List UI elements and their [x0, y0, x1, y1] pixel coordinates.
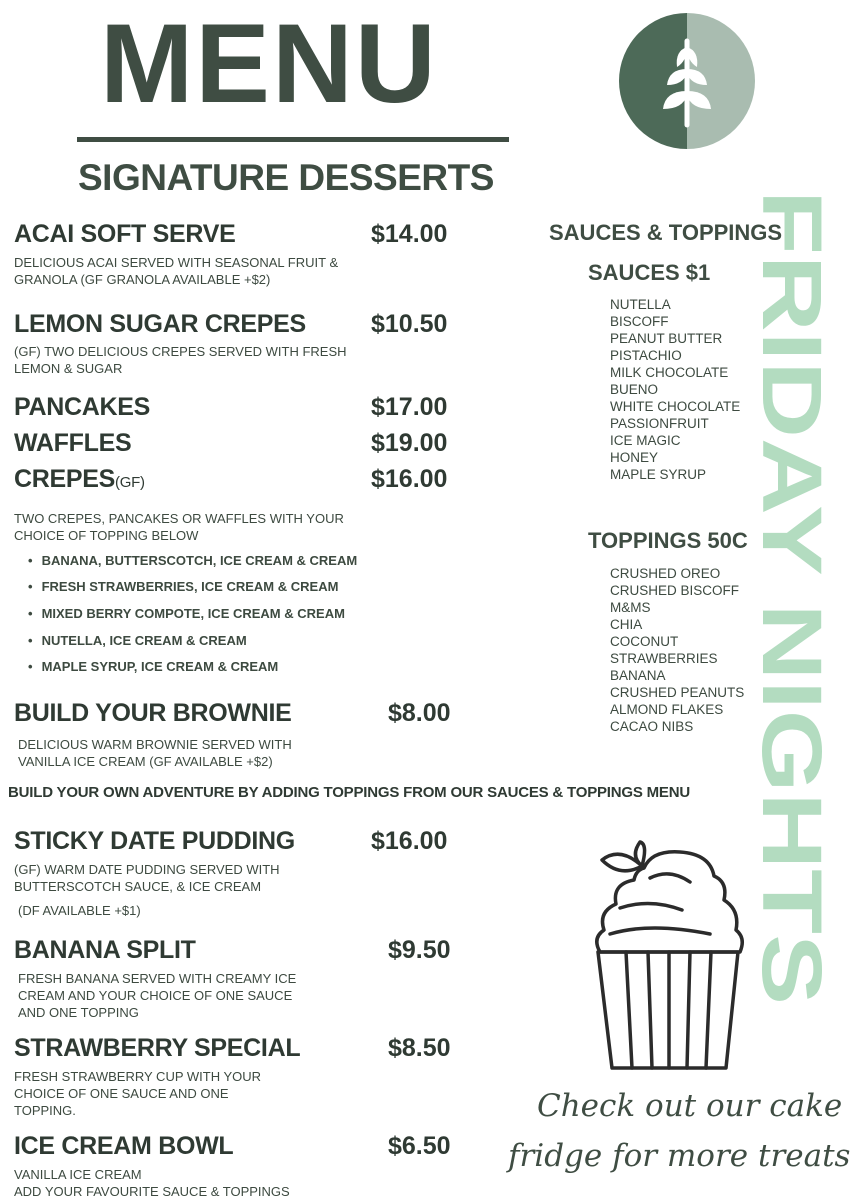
item-description: VANILLA ICE CREAM (GF AVAILABLE +$2): [18, 754, 273, 769]
item-description: (GF) WARM DATE PUDDING SERVED WITH: [14, 862, 280, 877]
topping-option: • BANANA, BUTTERSCOTCH, ICE CREAM & CREAM: [28, 553, 357, 568]
item-name: PANCAKES: [14, 393, 151, 421]
item-price: $17.00: [371, 393, 448, 421]
topping-option: • MIXED BERRY COMPOTE, ICE CREAM & CREAM: [28, 606, 345, 621]
topping-item: COCONUT: [610, 634, 679, 649]
topping-item: CRUSHED OREO: [610, 566, 721, 581]
vertical-text: FRIDAY NIGHTS: [745, 190, 839, 835]
cupcake-icon: [590, 838, 750, 1074]
sauces-title: SAUCES $1: [588, 260, 711, 285]
sauce-item: MAPLE SYRUP: [610, 467, 707, 482]
topping-option: • MAPLE SYRUP, ICE CREAM & CREAM: [28, 659, 278, 674]
sauce-list: [610, 296, 740, 483]
item-note: (GF): [115, 474, 145, 491]
sauce-item: NUTELLA: [610, 297, 671, 312]
cake-fridge-note-line2: fridge for more treats: [508, 1138, 850, 1174]
item-name: BANANA SPLIT: [14, 936, 196, 964]
item-price: $16.00: [371, 465, 448, 493]
item-price: $8.00: [388, 699, 451, 727]
item-price: $10.50: [371, 310, 448, 338]
item-price: $6.50: [388, 1132, 451, 1160]
item-name: WAFFLES: [14, 429, 132, 457]
sauce-item: BISCOFF: [610, 314, 669, 329]
topping-item: M&MS: [610, 600, 651, 615]
item-name: ICE CREAM BOWL: [14, 1132, 234, 1160]
item-name-row: [14, 465, 145, 494]
section-title: SIGNATURE DESSERTS: [78, 157, 494, 198]
item-description: ADD YOUR FAVOURITE SAUCE & TOPPINGS: [14, 1184, 290, 1199]
item-description: (GF) TWO DELICIOUS CREPES SERVED WITH FRESH: [14, 344, 347, 359]
topping-item: ALMOND FLAKES: [610, 702, 724, 717]
title-divider: [77, 137, 509, 142]
item-description: TOPPING.: [14, 1103, 76, 1118]
item-name: LEMON SUGAR CREPES: [14, 310, 306, 338]
item-name: BUILD YOUR BROWNIE: [14, 699, 292, 727]
sauce-item: PEANUT BUTTER: [610, 331, 723, 346]
sauce-item: PASSIONFRUIT: [610, 416, 709, 431]
item-price: $9.50: [388, 936, 451, 964]
item-price: $19.00: [371, 429, 448, 457]
item-description: AND ONE TOPPING: [18, 1005, 139, 1020]
topping-item: BANANA: [610, 668, 666, 683]
topping-item: CHIA: [610, 617, 643, 632]
topping-item: CACAO NIBS: [610, 719, 694, 734]
item-description: DELICIOUS WARM BROWNIE SERVED WITH: [18, 737, 292, 752]
item-description: CHOICE OF ONE SAUCE AND ONE: [14, 1086, 229, 1101]
sauce-item: BUENO: [610, 382, 659, 397]
leaf-icon: [619, 13, 755, 149]
item-description: CHOICE OF TOPPING BELOW: [14, 528, 199, 543]
item-price: $8.50: [388, 1034, 451, 1062]
item-price: $14.00: [371, 220, 448, 248]
item-description: BUTTERSCOTCH SAUCE, & ICE CREAM: [14, 879, 262, 894]
item-description: CREAM AND YOUR CHOICE OF ONE SAUCE: [18, 988, 293, 1003]
adventure-banner: BUILD YOUR OWN ADVENTURE BY ADDING TOPPINGS FROM OUR SAUCES & TOPPINGS MENU: [8, 784, 691, 801]
sauce-item: PISTACHIO: [610, 348, 682, 363]
toppings-title: TOPPINGS 50C: [588, 528, 748, 553]
sauce-item: MILK CHOCOLATE: [610, 365, 729, 380]
sidebar-heading: SAUCES & TOPPINGS: [549, 220, 783, 245]
item-description: DELICIOUS ACAI SERVED WITH SEASONAL FRUIT &: [14, 255, 339, 270]
topping-option: • FRESH STRAWBERRIES, ICE CREAM & CREAM: [28, 579, 338, 594]
topping-item: STRAWBERRIES: [610, 651, 718, 666]
item-description: TWO CREPES, PANCAKES OR WAFFLES WITH YOUR: [14, 511, 344, 526]
friday-nights-banner: [745, 190, 845, 1010]
item-description: FRESH BANANA SERVED WITH CREAMY ICE: [18, 971, 297, 986]
topping-option: • NUTELLA, ICE CREAM & CREAM: [28, 633, 247, 648]
cake-fridge-note-line1: Check out our cake: [537, 1088, 843, 1124]
sauce-item: WHITE CHOCOLATE: [610, 399, 741, 414]
topping-item: CRUSHED BISCOFF: [610, 583, 740, 598]
sauce-item: HONEY: [610, 450, 659, 465]
topping-item: CRUSHED PEANUTS: [610, 685, 745, 700]
item-description: FRESH STRAWBERRY CUP WITH YOUR: [14, 1069, 262, 1084]
item-price: $16.00: [371, 827, 448, 855]
item-name: STRAWBERRY SPECIAL: [14, 1034, 301, 1062]
sauce-item: ICE MAGIC: [610, 433, 681, 448]
item-description: LEMON & SUGAR: [14, 361, 123, 376]
item-name: CREPES: [14, 465, 116, 493]
item-name: STICKY DATE PUDDING: [14, 827, 295, 855]
item-description: VANILLA ICE CREAM: [14, 1167, 142, 1182]
item-description: (DF AVAILABLE +$1): [18, 903, 141, 918]
item-description: GRANOLA (GF GRANOLA AVAILABLE +$2): [14, 272, 271, 287]
item-name: ACAI SOFT SERVE: [14, 220, 236, 248]
topping-list: [610, 565, 744, 735]
page-title: MENU: [100, 1, 438, 126]
